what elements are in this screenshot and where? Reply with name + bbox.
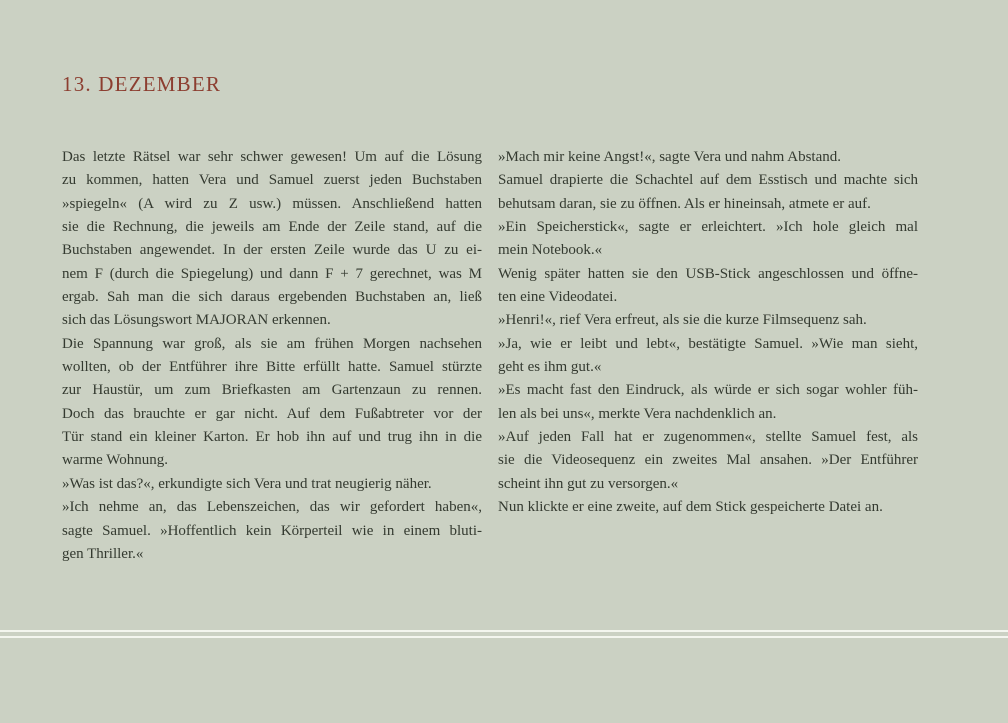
text-line: »Ja, wie er leibt und lebt«, bestätigte Samuel. »Wie man sieht,: [498, 335, 918, 352]
text-line: mein Notebook.«: [498, 242, 603, 259]
text-column-right: [498, 146, 918, 566]
text-line: Die Spannung war groß, als sie am frühen Morgen nachsehen: [62, 335, 482, 352]
text-line: »Auf jeden Fall hat er zugenommen«, stellte Samuel fest, als: [498, 429, 918, 446]
text-column-left: [62, 146, 482, 566]
text-line: len als bei uns«, merkte Vera nachdenklich an.: [498, 405, 777, 422]
text-line: »spiegeln« (A wird zu Z usw.) müssen. Anschließend hatten: [62, 195, 482, 212]
text-line: Buchstaben angewendet. In der ersten Zeile wurde das U zu ei-: [62, 242, 482, 259]
text-line: »Was ist das?«, erkundigte sich Vera und trat neugierig näher.: [62, 475, 432, 492]
text-line: gen Thriller.«: [62, 545, 144, 562]
text-columns: [62, 146, 918, 566]
text-line: Nun klickte er eine zweite, auf dem Stick gespeicherte Datei an.: [498, 499, 883, 516]
text-line: »Es macht fast den Eindruck, als würde er sich sogar wohler füh-: [498, 382, 918, 399]
text-line: »Ein Speicherstick«, sagte er erleichtert. »Ich hole gleich mal: [498, 219, 918, 236]
text-line: Tür stand ein kleiner Karton. Er hob ihn auf und trug ihn in die: [62, 429, 482, 446]
text-line: behutsam daran, sie zu öffnen. Als er hineinsah, atmete er auf.: [498, 195, 871, 212]
text-line: scheint ihn gut zu versorgen.«: [498, 475, 679, 492]
text-line: »Ich nehme an, das Lebenszeichen, das wir gefordert haben«,: [62, 499, 482, 516]
text-line: sie die Rechnung, die jeweils am Ende der Zeile stand, auf die: [62, 219, 482, 236]
text-line: zu kommen, hatten Vera und Samuel zuerst jeden Buchstaben: [62, 172, 482, 189]
chapter-title: 13. DEZEMBER: [62, 72, 222, 96]
text-line: warme Wohnung.: [62, 452, 168, 469]
text-line: wollten, ob der Entführer ihre Bitte erfüllt hatte. Samuel stürzte: [62, 359, 482, 376]
text-line: geht es ihm gut.«: [498, 359, 602, 376]
text-line: sich das Lösungswort MAJORAN erkennen.: [62, 312, 331, 329]
text-line: Das letzte Rätsel war sehr schwer gewesen! Um auf die Lösung: [62, 149, 482, 165]
text-line: »Mach mir keine Angst!«, sagte Vera und nahm Abstand.: [498, 149, 841, 165]
text-line: zur Haustür, um zum Briefkasten am Gartenzaun zu rennen.: [62, 382, 482, 399]
text-line: Samuel drapierte die Schachtel auf dem Esstisch und machte sich: [498, 172, 918, 189]
text-line: ten eine Videodatei.: [498, 289, 618, 306]
footer-rule-bottom: [0, 636, 1008, 638]
footer-rule-top: [0, 630, 1008, 632]
text-line: »Henri!«, rief Vera erfreut, als sie die kurze Filmsequenz sah.: [498, 312, 867, 329]
text-line: ergab. Sah man die sich daraus ergebenden Buchstaben an, ließ: [62, 289, 482, 306]
text-line: Wenig später hatten sie den USB-Stick angeschlossen und öffne-: [498, 265, 918, 282]
text-line: sagte Samuel. »Hoffentlich kein Körperteil wie in einem bluti-: [62, 522, 482, 539]
text-line: sie die Videosequenz ein zweites Mal ansahen. »Der Entführer: [498, 452, 918, 469]
text-line: Doch das brauchte er gar nicht. Auf dem Fußabtreter vor der: [62, 405, 482, 422]
text-line: nem F (durch die Spiegelung) und dann F + 7 gerechnet, was M: [62, 265, 482, 282]
